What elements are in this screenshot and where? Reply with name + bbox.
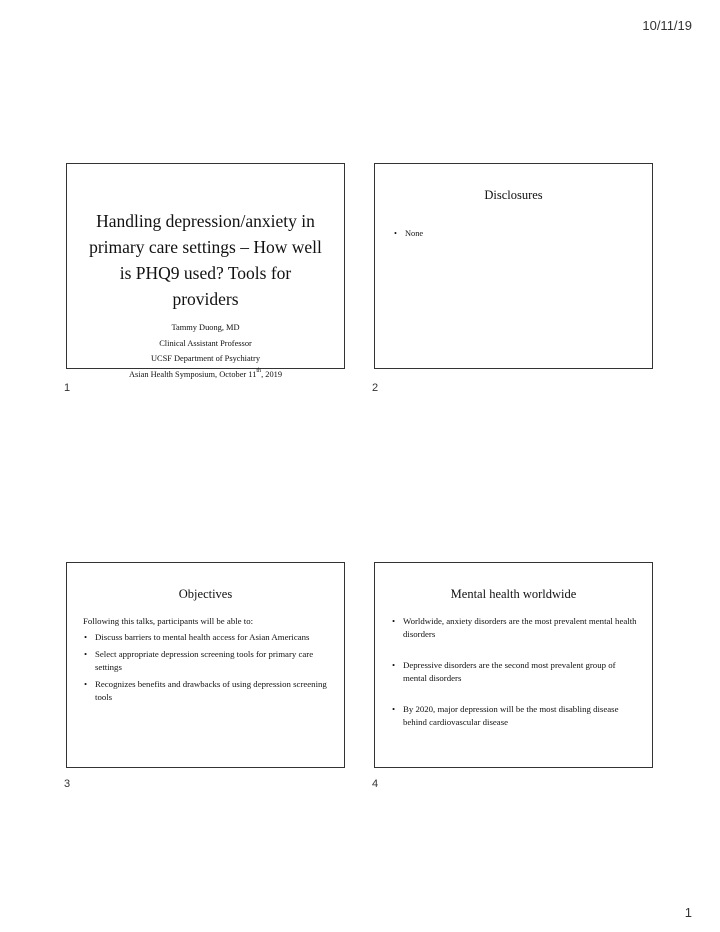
bullet-dot: • [84, 649, 88, 659]
slide-2 [374, 163, 653, 369]
author-position: Clinical Assistant Professor [159, 338, 252, 348]
event-line [75, 367, 336, 383]
bullet-dot: • [392, 660, 396, 670]
bullet-list [391, 615, 638, 747]
list-item [83, 631, 330, 644]
bullet-dot: • [392, 704, 396, 714]
header-date: 10/11/19 [642, 18, 692, 33]
slide-title: Disclosures [484, 188, 543, 202]
slide-4 [374, 562, 653, 768]
bullet-dot: • [392, 616, 396, 626]
list-item-text: By 2020, major depression will be the most disabling disease behind cardiovascular disease [403, 704, 619, 727]
slide-number: 3 [64, 778, 71, 790]
slide-1 [66, 163, 345, 379]
slide-title: Mental health worldwide [450, 587, 577, 601]
slide-title: Handling depression/anxiety in primary care settings – How well is PHQ9 used? Tools for providers [89, 211, 322, 309]
intro-text: Following this talks, participants will be able to: [83, 616, 254, 626]
list-item [391, 659, 638, 684]
bullet-dot: • [84, 631, 88, 642]
list-item [391, 615, 638, 640]
list-item-text: Depressive disorders are the second most prevalent group of mental disorders [403, 660, 616, 683]
list-item-text: Discuss barriers to mental health access for Asian Americans [95, 631, 310, 642]
bullet-dot: • [84, 679, 88, 689]
list-item [393, 228, 638, 241]
list-item-text: None [405, 229, 424, 238]
slide-subtitle [75, 320, 336, 382]
slide-number: 2 [372, 382, 379, 394]
list-item [83, 678, 330, 703]
list-item-text: Worldwide, anxiety disorders are the most prevalent mental health disorders [403, 616, 637, 639]
author-name: Tammy Duong, MD [171, 323, 240, 332]
list-item-text: Recognizes benefits and drawbacks of using depression screening tools [95, 679, 327, 702]
event-text: Asian Health Symposium, October 11 [128, 369, 257, 379]
slide-3 [66, 562, 345, 768]
slide-number: 4 [372, 778, 379, 790]
event-ordinal: th [256, 367, 262, 374]
slide-title: Objectives [178, 587, 233, 601]
list-item-text: Select appropriate depression screening tools for primary care settings [95, 649, 314, 672]
bullet-list [393, 228, 638, 246]
bullet-list [83, 615, 330, 708]
list-item [391, 703, 638, 728]
author-department: UCSF Department of Psychiatry [150, 354, 261, 363]
slide-number: 1 [64, 382, 71, 394]
list-item [83, 648, 330, 673]
event-year: , 2019 [261, 369, 282, 379]
bullet-dot: • [394, 229, 397, 238]
page-number: 1 [684, 905, 692, 920]
